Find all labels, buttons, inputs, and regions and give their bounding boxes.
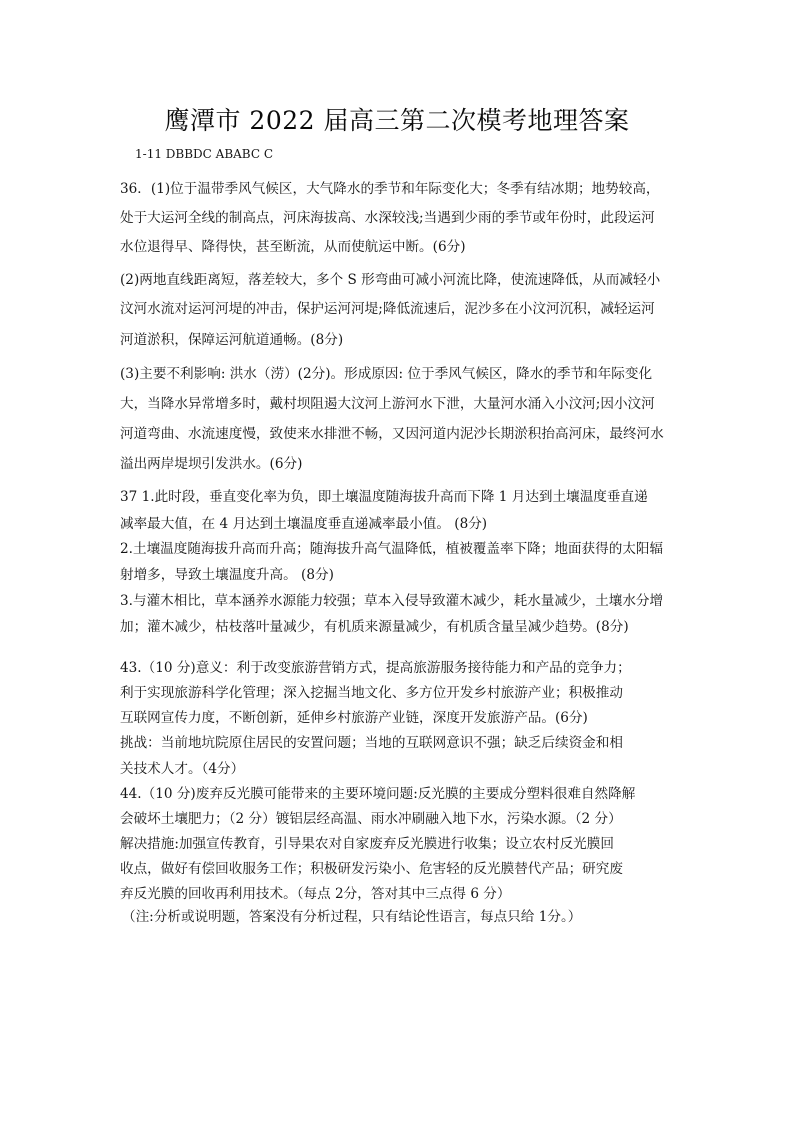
q43-line-1: 43.（10 分)意义：利于改变旅游营销方式，提高旅游服务接待能力和产品的竞争力； [120, 660, 631, 676]
q36-line-5: 汶河水流对运河河堤的冲击，保护运河河堤;降低流速后，泥沙多在小汶河沉积，减轻运河 [120, 301, 655, 317]
q37-line-4: 射增多，导致土壤温度升高。 (8分) [120, 567, 334, 583]
q44-line-3: 解决措施:加强宣传教育，引导果农对自家废弃反光膜进行收集；设立农村反光膜回 [120, 836, 614, 852]
q36-line-8: 大，当降水异常增多时，戴村坝阻遏大汶河上游河水下泄，大量河水涌入小汶河;因小汶河 [120, 396, 655, 412]
q36-line-4: (2)两地直线距离短，落差较大，多个 S 形弯曲可减小河流比降，使流速降低，从而减轻小 [120, 272, 661, 288]
q44-line-1: 44.（10 分)废弃反光膜可能带来的主要环境问题:反光膜的主要成分塑料很难自然降解 [120, 786, 636, 802]
q36-line-3: 水位退得早、降得快，甚至断流，从而使航运中断。(6分) [120, 239, 466, 255]
q36-line-6: 河道淤积，保障运河航道通畅。(8分) [120, 332, 344, 348]
q36-line-7: (3)主要不利影响: 洪水（涝）(2分)。形成原因: 位于季风气候区，降水的季节和年际变化 [120, 366, 653, 382]
mc-answers: 1-11 DBBDC ABABC C [135, 147, 274, 161]
q36-line-1: 36．(1)位于温带季风气候区，大气降水的季节和年际变化大；冬季有结冰期；地势较高， [120, 181, 660, 197]
q37-line-2: 减率最大值，在 4 月达到土壤温度垂直递减率最小值。 (8分) [120, 516, 488, 532]
q43-line-3: 互联网宣传力度，不断创新，延伸乡村旅游产业链，深度开发旅游产品。(6分) [120, 710, 588, 726]
q37-line-1: 37 1.此时段，垂直变化率为负，即土壤温度随海拔升高而下降 1 月达到土壤温度垂直递 [120, 489, 648, 505]
q36-line-10: 溢出两岸堤坝引发洪水。(6分) [120, 456, 303, 472]
q44-line-5: 弃反光膜的回收再利用技术。（每点 2分，答对其中三点得 6 分） [120, 886, 511, 902]
q44-line-4: 收点，做好有偿回收服务工作；积极研发污染小、危害轻的反光膜替代产品；研究废 [120, 861, 623, 877]
q37-line-6: 加；灌木减少，枯枝落叶量减少，有机质来源量减少，有机质含量呈减少趋势。(8分) [120, 619, 629, 635]
q37-line-5: 3.与灌木相比，草本涵养水源能力较强；草本入侵导致灌木减少，耗水量减少，土壤水分增 [120, 593, 664, 609]
page-title: 鹰潭市 2022 届高三第二次模考地理答案 [164, 106, 630, 135]
q43-line-5: 关技术人才。（4分） [120, 761, 245, 777]
grading-note: （注:分析或说明题，答案没有分析过程，只有结论性语言，每点只给 1分。） [122, 909, 582, 925]
q36-line-2: 处于大运河全线的制高点，河床海拔高、水深较浅;当遇到少雨的季节或年份时，此段运河 [120, 210, 655, 226]
q37-line-3: 2.土壤温度随海拔升高而升高；随海拔升高气温降低，植被覆盖率下降；地面获得的太阳辐 [120, 541, 664, 557]
q36-line-9: 河道弯曲、水流速度慢，致使来水排泄不畅，又因河道内泥沙长期淤积抬高河床，最终河水 [120, 426, 664, 442]
q43-line-2: 利于实现旅游科学化管理；深入挖掘当地文化、多方位开发乡村旅游产业；积极推动 [120, 685, 623, 701]
q44-line-2: 会破坏土壤肥力；（2 分）镀铝层经高温、雨水冲刷融入地下水，污染水源。（2 分） [120, 811, 622, 827]
q43-line-4: 挑战：当前地坑院原住居民的安置问题；当地的互联网意识不强；缺乏后续资金和相 [120, 735, 623, 751]
